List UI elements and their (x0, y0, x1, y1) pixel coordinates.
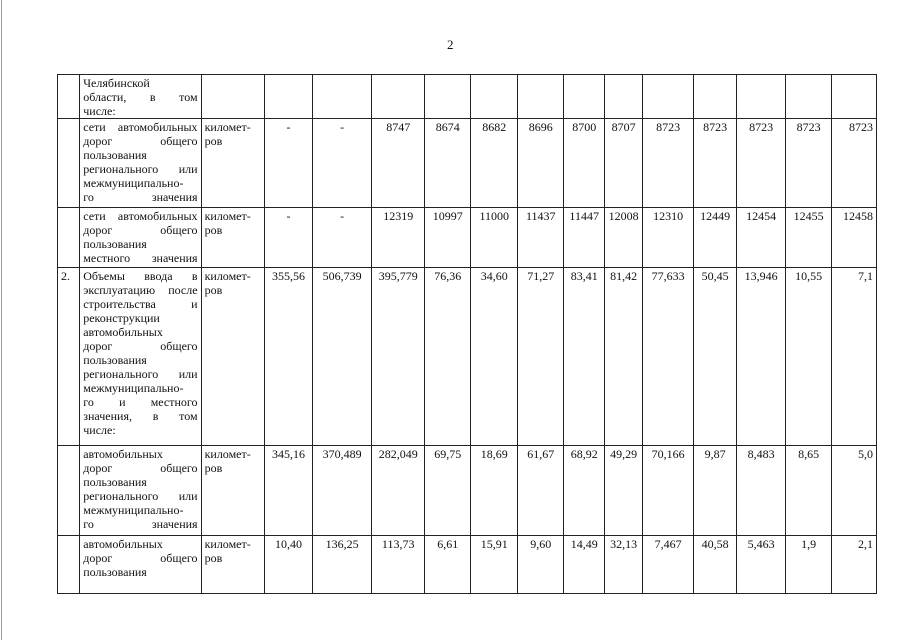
indicator-name-line: числе: (83, 104, 116, 118)
value-cell: 32,13 (604, 536, 642, 594)
indicator-name-line: сети автомобильных (83, 120, 198, 134)
indicator-name-cell (80, 446, 201, 536)
indicator-name-line: местного значения (83, 251, 198, 265)
value-cell: 12008 (604, 208, 642, 268)
indicator-name-line: пользования (83, 475, 147, 489)
indicator-name-line: строительства и (83, 297, 198, 311)
value-cell: 5,0 (832, 446, 877, 536)
value-cell: 1,9 (785, 536, 832, 594)
value-cell: 18,69 (471, 446, 518, 536)
value-cell: 7,467 (643, 536, 694, 594)
value-cell: 13,946 (737, 268, 786, 446)
value-cell: 8723 (693, 119, 736, 208)
value-cell: 11437 (517, 208, 564, 268)
value-cell: 11000 (471, 208, 518, 268)
value-cell (372, 75, 425, 119)
indicator-name-cell (80, 536, 201, 594)
value-cell: 136,25 (312, 536, 372, 594)
unit-line: ров (204, 551, 223, 565)
value-cell: 10997 (424, 208, 471, 268)
value-cell: 14,49 (564, 536, 604, 594)
value-cell (517, 75, 564, 119)
value-cell: 12319 (372, 208, 425, 268)
unit-cell (201, 208, 265, 268)
indicator-name-line: автомобильных (83, 325, 163, 339)
value-cell: 8674 (424, 119, 471, 208)
indicator-name-line: автомобильных (83, 537, 163, 551)
value-cell: 12454 (737, 208, 786, 268)
indicator-name-line: сети автомобильных (83, 209, 198, 223)
indicator-name-line: регионального или (83, 367, 198, 381)
table-row (58, 268, 877, 446)
unit-line: километ- (204, 209, 251, 223)
value-cell: - (265, 119, 313, 208)
value-cell: 71,27 (517, 268, 564, 446)
value-cell: 8723 (737, 119, 786, 208)
indicator-name-line: пользования (83, 353, 147, 367)
value-cell: 12458 (832, 208, 877, 268)
unit-cell (201, 119, 265, 208)
value-cell: 8,65 (785, 446, 832, 536)
indicator-name-line: межмуниципально- (83, 381, 184, 395)
value-cell: 2,1 (832, 536, 877, 594)
value-cell (693, 75, 736, 119)
indicator-name-line: регионального или (83, 489, 198, 503)
unit-line: ров (204, 223, 223, 237)
value-cell: 70,166 (643, 446, 694, 536)
indicator-name-line: пользования (83, 565, 147, 579)
value-cell: 8682 (471, 119, 518, 208)
value-cell: 8747 (372, 119, 425, 208)
value-cell: 9,87 (693, 446, 736, 536)
table-row (58, 446, 877, 536)
value-cell (832, 75, 877, 119)
value-cell: 8700 (564, 119, 604, 208)
value-cell: 83,41 (564, 268, 604, 446)
indicator-name-line: регионального или (83, 162, 198, 176)
indicator-name-line: пользования (83, 237, 147, 251)
value-cell (312, 75, 372, 119)
value-cell: 15,91 (471, 536, 518, 594)
value-cell (737, 75, 786, 119)
value-cell: 61,67 (517, 446, 564, 536)
value-cell: 6,61 (424, 536, 471, 594)
indicator-name-line: дорог общего (83, 461, 198, 475)
value-cell: 8723 (785, 119, 832, 208)
value-cell: 8723 (643, 119, 694, 208)
value-cell: - (312, 208, 372, 268)
table-body (58, 75, 877, 594)
value-cell: 34,60 (471, 268, 518, 446)
value-cell: 282,049 (372, 446, 425, 536)
unit-cell (201, 536, 265, 594)
value-cell: 12449 (693, 208, 736, 268)
value-cell: 77,633 (643, 268, 694, 446)
value-cell (564, 75, 604, 119)
indicator-name-line: межмуниципально- (83, 503, 184, 517)
indicator-name-line: дорог общего (83, 551, 198, 565)
value-cell (643, 75, 694, 119)
statistics-table (57, 74, 877, 594)
indicator-name-line: дорог общего (83, 134, 198, 148)
value-cell: 68,92 (564, 446, 604, 536)
value-cell (785, 75, 832, 119)
table-row (58, 75, 877, 119)
value-cell: 8,483 (737, 446, 786, 536)
indicator-name-line: межмуниципально- (83, 176, 184, 190)
value-cell: 355,56 (265, 268, 313, 446)
row-index-cell (58, 446, 80, 536)
row-index-cell (58, 75, 80, 119)
value-cell: - (312, 119, 372, 208)
value-cell: 49,29 (604, 446, 642, 536)
value-cell: 12310 (643, 208, 694, 268)
indicator-name-line: го и местного (83, 395, 198, 409)
value-cell: 9,60 (517, 536, 564, 594)
indicator-name-line: го значения (83, 517, 198, 531)
unit-cell (201, 268, 265, 446)
indicator-name-line: пользования (83, 148, 147, 162)
value-cell: 395,779 (372, 268, 425, 446)
page-left-edge-line (1, 0, 2, 640)
value-cell (424, 75, 471, 119)
row-index-cell: 2. (58, 268, 80, 446)
value-cell: 11447 (564, 208, 604, 268)
value-cell: 345,16 (265, 446, 313, 536)
row-index-cell (58, 536, 80, 594)
value-cell: 8723 (832, 119, 877, 208)
page-number: 2 (447, 37, 454, 52)
unit-line: километ- (204, 269, 251, 283)
indicator-name-cell (80, 75, 201, 119)
indicator-name-line: реконструкции (83, 311, 160, 325)
row-index-cell (58, 119, 80, 208)
unit-line: ров (204, 461, 223, 475)
value-cell: 40,58 (693, 536, 736, 594)
row-index-cell (58, 208, 80, 268)
value-cell (604, 75, 642, 119)
value-cell: 370,489 (312, 446, 372, 536)
indicator-name-cell (80, 119, 201, 208)
unit-line: ров (204, 134, 223, 148)
value-cell: 69,75 (424, 446, 471, 536)
value-cell: - (265, 208, 313, 268)
value-cell: 10,40 (265, 536, 313, 594)
value-cell: 76,36 (424, 268, 471, 446)
value-cell: 5,463 (737, 536, 786, 594)
indicator-name-line: области, в том (83, 90, 198, 104)
unit-cell (201, 75, 265, 119)
indicator-name-line: числе: (83, 423, 116, 437)
unit-line: километ- (204, 537, 251, 551)
value-cell: 8707 (604, 119, 642, 208)
value-cell: 7,1 (832, 268, 877, 446)
indicator-name-line: автомобильных (83, 447, 163, 461)
unit-line: ров (204, 283, 223, 297)
indicator-name-line: дорог общего (83, 223, 198, 237)
value-cell: 50,45 (693, 268, 736, 446)
indicator-name-line: дорог общего (83, 339, 198, 353)
value-cell: 113,73 (372, 536, 425, 594)
indicator-name-cell (80, 208, 201, 268)
table-row (58, 208, 877, 268)
table-row (58, 536, 877, 594)
unit-line: километ- (204, 120, 251, 134)
value-cell: 8696 (517, 119, 564, 208)
indicator-name-line: го значения (83, 190, 198, 204)
value-cell: 81,42 (604, 268, 642, 446)
unit-cell (201, 446, 265, 536)
value-cell (265, 75, 313, 119)
value-cell: 12455 (785, 208, 832, 268)
value-cell (471, 75, 518, 119)
unit-line: километ- (204, 447, 251, 461)
indicator-name-line: Челябинской (83, 76, 150, 90)
indicator-name-cell (80, 268, 201, 446)
value-cell: 10,55 (785, 268, 832, 446)
indicator-name-line: Объемы ввода в (83, 269, 198, 283)
table-row (58, 119, 877, 208)
indicator-name-line: значения, в том (83, 409, 198, 423)
indicator-name-line: эксплуатацию после (83, 283, 198, 297)
value-cell: 506,739 (312, 268, 372, 446)
